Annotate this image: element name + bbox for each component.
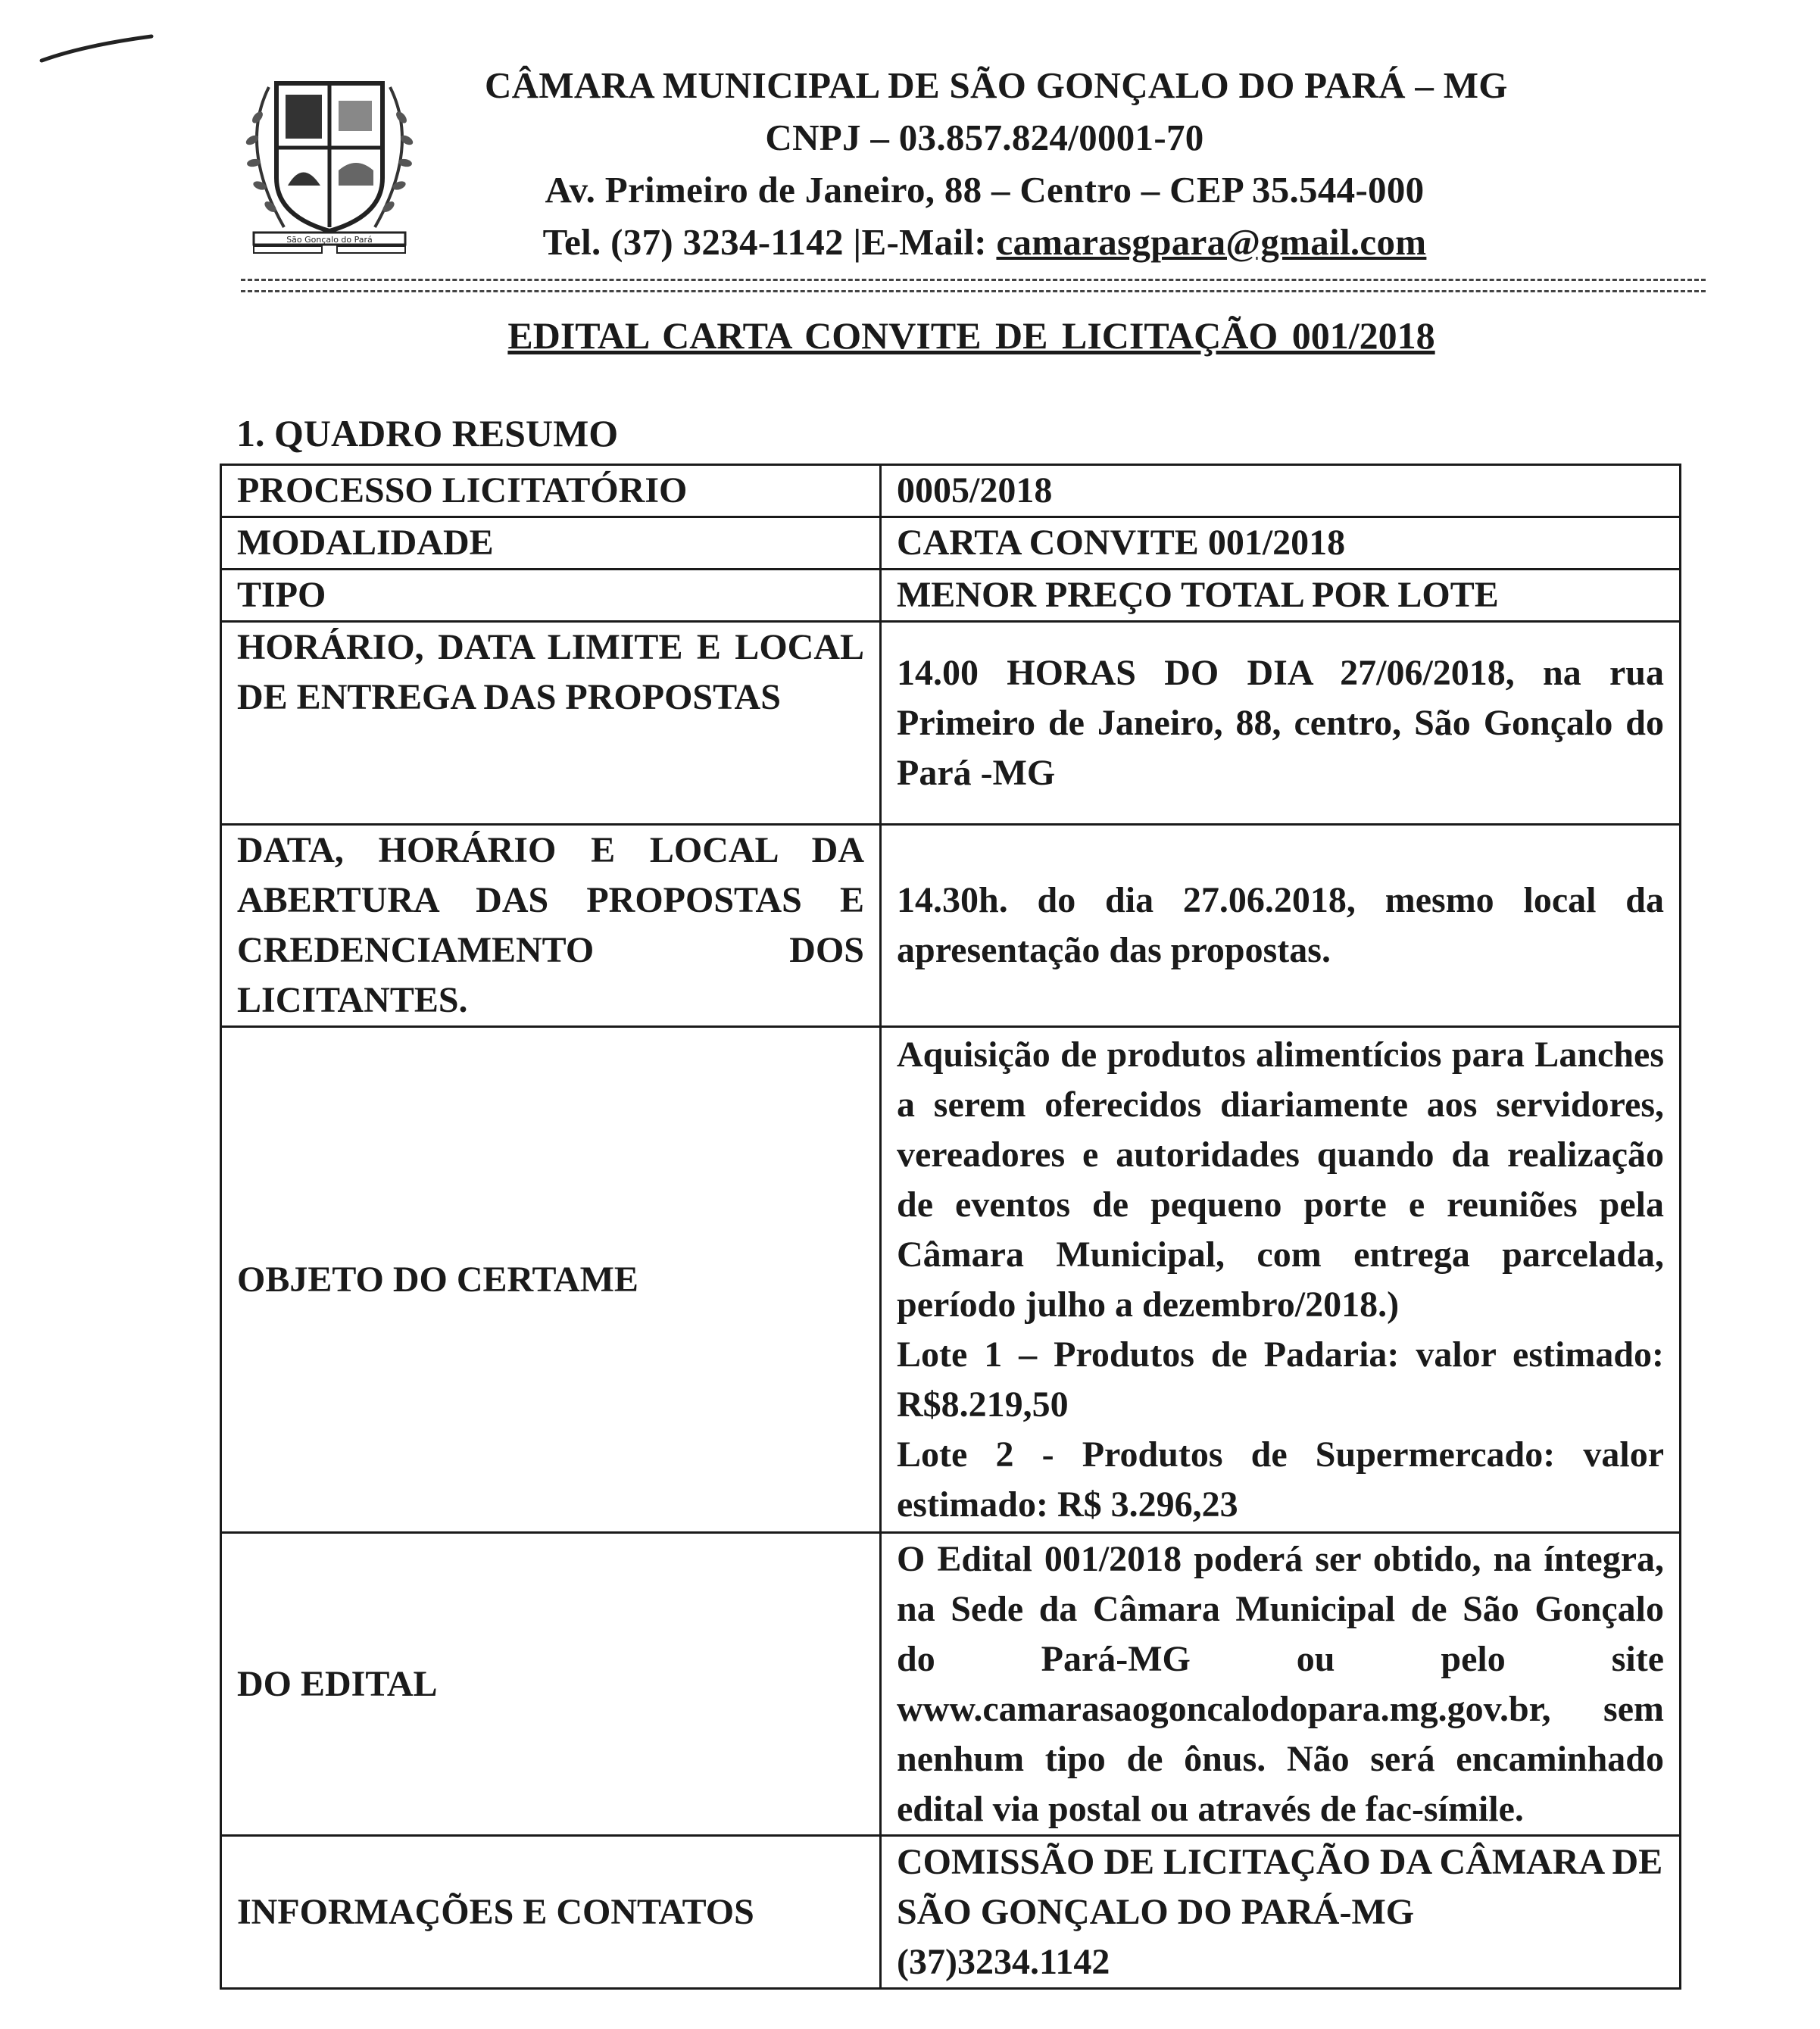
row-value: MENOR PREÇO TOTAL POR LOTE — [881, 570, 1681, 622]
contact-phone: (37)3234.1142 — [897, 1941, 1110, 1982]
letterhead — [485, 59, 1508, 268]
pen-stroke-mark — [38, 23, 159, 68]
row-value: O Edital 001/2018 poderá ser obtido, na íntegra, na Sede da Câmara Municipal de São Gonçalo do Pará-MG ou pelo site www.camarasaogoncalodopara.mg.gov.br, sem nenhum tipo de ônus. Não será encaminhado edital via postal ou através de fac-símile. — [881, 1533, 1681, 1836]
row-label: PROCESSO LICITATÓRIO — [221, 465, 881, 517]
institution-name: CÂMARA MUNICIPAL DE SÃO GONÇALO DO PARÁ – MG — [485, 64, 1508, 106]
address-line: Av. Primeiro de Janeiro, 88 – Centro – CEP 35.544-000 — [545, 169, 1425, 211]
row-value-group — [881, 1836, 1681, 1989]
lote-2-line: Lote 2 - Produtos de Supermercado: valor estimado: R$ 3.296,23 — [897, 1434, 1664, 1525]
table-row — [221, 1027, 1681, 1533]
row-label: DATA, HORÁRIO E LOCAL DA ABERTURA DAS PROPOSTAS E CREDENCIAMENTO DOS LICITANTES. — [221, 825, 881, 1027]
table-row — [221, 465, 1681, 517]
phone-text: Tel. (37) 3234-1142 |E-Mail: — [542, 221, 997, 263]
lote-1-line: Lote 1 – Produtos de Padaria: valor estimado: R$8.219,50 — [897, 1334, 1664, 1425]
table-row — [221, 825, 1681, 1027]
row-label: MODALIDADE — [221, 517, 881, 570]
row-label: INFORMAÇÕES E CONTATOS — [221, 1836, 881, 1989]
commission-name: COMISSÃO DE LICITAÇÃO DA CÂMARA DE SÃO GONÇALO DO PARÁ-MG — [897, 1841, 1663, 1932]
contact-line — [485, 216, 1484, 268]
table-row — [221, 1533, 1681, 1836]
row-value: CARTA CONVITE 001/2018 — [881, 517, 1681, 570]
row-value: 14.30h. do dia 27.06.2018, mesmo local da apresentação das propostas. — [881, 825, 1681, 1027]
cnpj-line: CNPJ – 03.857.824/0001-70 — [765, 117, 1204, 158]
seal-ribbon-text: São Gonçalo do Pará — [286, 235, 373, 245]
row-value: 14.00 HORAS DO DIA 27/06/2018, na rua Primeiro de Janeiro, 88, centro, São Gonçalo do Pará -MG — [881, 622, 1681, 825]
summary-table — [220, 464, 1681, 1990]
table-row — [221, 1836, 1681, 1989]
table-row — [221, 570, 1681, 622]
row-label: OBJETO DO CERTAME — [221, 1027, 881, 1533]
email-link[interactable]: camarasgpara@gmail.com — [996, 221, 1427, 263]
row-label: DO EDITAL — [221, 1533, 881, 1836]
table-row — [221, 622, 1681, 825]
row-value-group — [881, 1027, 1681, 1533]
section-heading: 1. QUADRO RESUMO — [236, 412, 619, 454]
object-description: Aquisição de produtos alimentícios para Lanches a serem oferecidos diariamente aos servidores, vereadores e autoridades quando da realização de eventos de pequeno porte e reuniões pela Câmara Municipal, com entrega parcelada, período julho a dezembro/2018.) — [897, 1034, 1664, 1325]
row-label: TIPO — [221, 570, 881, 622]
municipal-coat-of-arms-icon — [239, 64, 420, 254]
document-title: EDITAL CARTA CONVITE DE LICITAÇÃO 001/2018 — [507, 314, 1435, 357]
table-row — [221, 517, 1681, 570]
row-value: 0005/2018 — [881, 465, 1681, 517]
row-label: HORÁRIO, DATA LIMITE E LOCAL DE ENTREGA DAS PROPOSTAS — [221, 622, 881, 825]
header-divider — [241, 279, 1706, 292]
